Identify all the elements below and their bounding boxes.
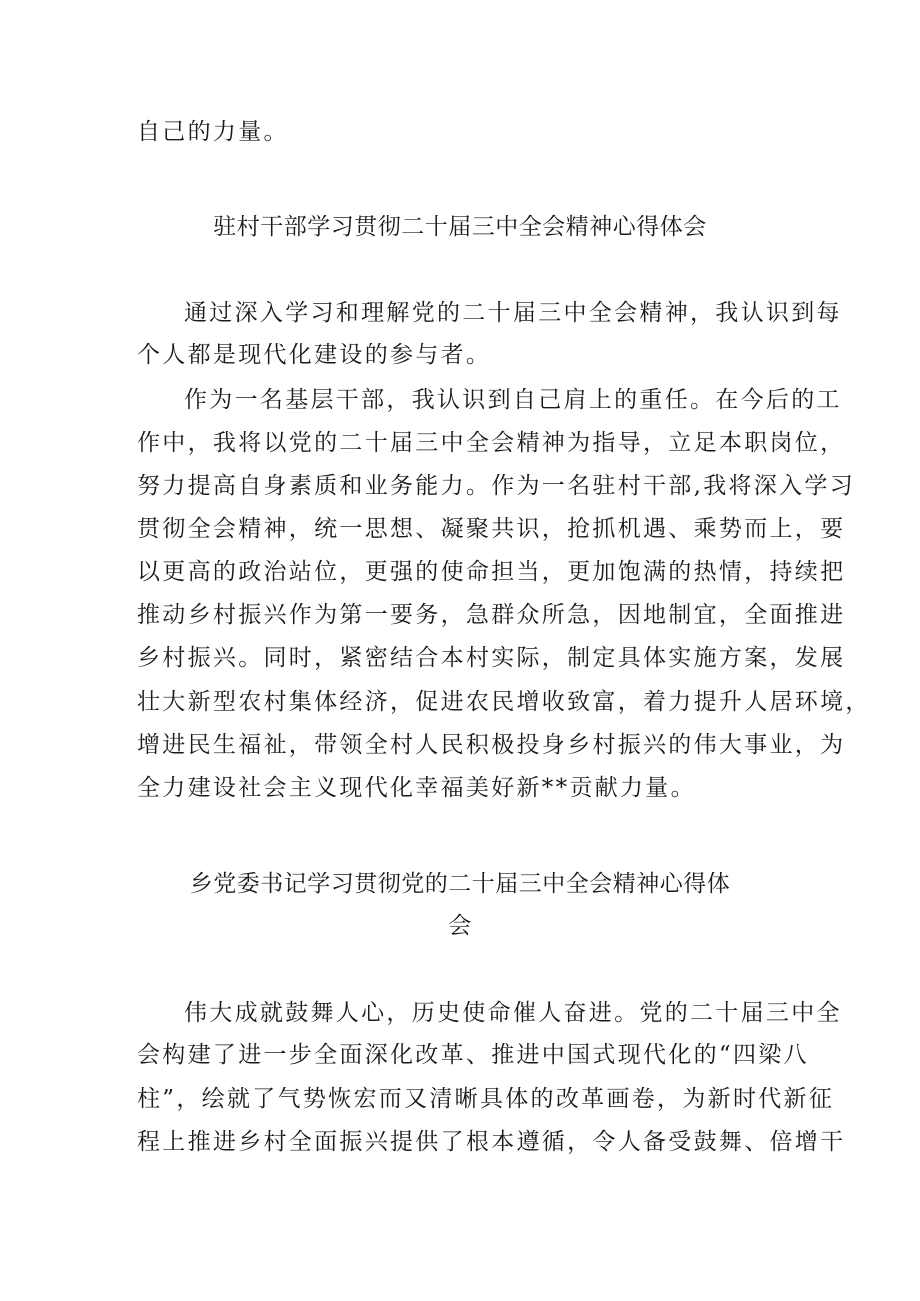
paragraph-line: 全力建设社会主义现代化幸福美好新**贡献力量。 [137, 775, 696, 801]
paragraph-line: 贯彻全会精神，统一思想、凝聚共识，抢抓机遇、乘势而上，要 [137, 516, 846, 542]
section-title: 驻村干部学习贯彻二十届三中全会精神心得体会 [213, 214, 707, 240]
paragraph-line: 乡村振兴。同时，紧密结合本村实际，制定具体实施方案，发展 [137, 645, 846, 671]
paragraph-line: 会构建了进一步全面深化改革、推进中国式现代化的“四梁八 [137, 1042, 809, 1068]
paragraph-line: 作为一名基层干部，我认识到自己肩上的重任。在今后的工 [184, 387, 842, 413]
paragraph-line: 个人都是现代化建设的参与者。 [137, 342, 492, 368]
paragraph-line: 柱”，绘就了气势恢宏而又清晰具体的改革画卷，为新时代新征 [137, 1086, 835, 1112]
paragraph-line: 推动乡村振兴作为第一要务，急群众所急，因地制宜，全面推进 [137, 602, 846, 628]
paragraph-line: 增进民生福祉，带领全村人民积极投身乡村振兴的伟大事业，为 [137, 732, 846, 758]
paragraph-line: 通过深入学习和理解党的二十届三中全会精神，我认识到每 [184, 300, 842, 326]
paragraph-line: 程上推进乡村全面振兴提供了根本遵循，令人备受鼓舞、倍增干 [137, 1129, 846, 1155]
paragraph-line: 壮大新型农村集体经济，促进农民增收致富，着力提升人居环境， [137, 689, 871, 715]
paragraph-line: 自己的力量。 [137, 119, 289, 145]
paragraph-line: 努力提高自身素质和业务能力。作为一名驻村干部,我将深入学习 [137, 473, 856, 499]
paragraph-line: 以更高的政治站位，更强的使命担当，更加饱满的热情，持续把 [137, 559, 846, 585]
paragraph-line: 作中，我将以党的二十届三中全会精神为指导，立足本职岗位， [137, 430, 846, 456]
paragraph-line: 伟大成就鼓舞人心，历史使命催人奋进。党的二十届三中全 [184, 1000, 842, 1026]
section-title: 乡党委书记学习贯彻党的二十届三中全会精神心得体 [189, 871, 731, 897]
section-title-continued: 会 [448, 913, 472, 939]
